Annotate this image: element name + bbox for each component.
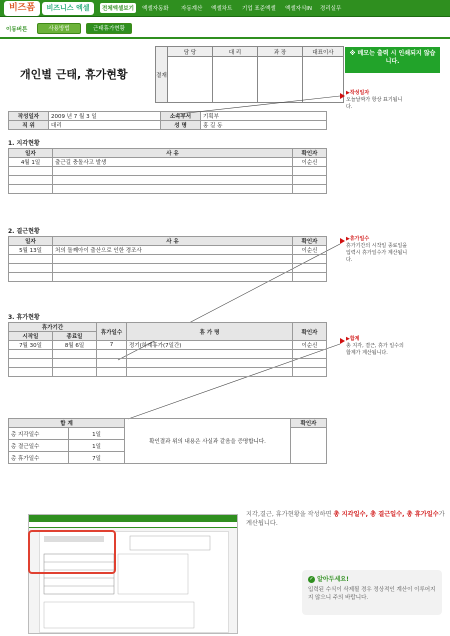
table-row — [9, 359, 327, 368]
memo-arrow-icon — [340, 338, 345, 344]
summary-value-absent: 1일 — [69, 440, 125, 452]
written-date-value[interactable]: 2009 년 7 월 3 일 — [49, 112, 161, 121]
absent-date-cell[interactable] — [9, 264, 53, 273]
table-row — [9, 176, 327, 185]
leave-head-start: 시작일 — [9, 332, 53, 341]
approval-side-label: 결재 — [156, 47, 168, 103]
leave-start-cell[interactable]: 7월 30일 — [9, 341, 53, 350]
summary-confirmer-cell[interactable] — [291, 428, 327, 464]
absent-date-cell[interactable] — [9, 255, 53, 264]
table-row — [9, 185, 327, 194]
late-reason-cell[interactable] — [53, 176, 293, 185]
memo-text: 총 지각, 결근, 휴가 일수의 합계가 계산됩니다. — [346, 343, 404, 356]
late-reason-cell[interactable] — [53, 167, 293, 176]
table-row — [9, 167, 327, 176]
summary-table — [8, 418, 327, 464]
tip-box — [302, 570, 442, 615]
leave-start-cell[interactable] — [9, 359, 53, 368]
summary-label-leave: 총 휴가일수 — [9, 452, 69, 464]
leave-head-end: 종료일 — [53, 332, 97, 341]
nav-item-accounting[interactable]: 경리실무 — [320, 6, 342, 12]
name-label: 성 명 — [161, 121, 201, 130]
table-row — [9, 246, 327, 255]
thumb-nav-bar — [29, 515, 237, 522]
nav-item-autocalc[interactable]: 자동계산 — [181, 6, 203, 12]
late-confirmer-cell[interactable] — [293, 167, 327, 176]
absent-reason-cell[interactable] — [53, 273, 293, 282]
absent-head-confirmer: 확인자 — [293, 237, 327, 246]
tip-text: 입력된 수식이 삭제될 경우 정상적인 계산이 이루어지지 않으니 주의 바랍니다. — [308, 587, 436, 602]
late-reason-cell[interactable] — [53, 185, 293, 194]
approval-head-staff: 담 당 — [168, 47, 213, 57]
leave-start-cell[interactable] — [9, 350, 53, 359]
absent-date-cell[interactable]: 5월 13일 — [9, 246, 53, 255]
dept-label: 소속부서 — [161, 112, 201, 121]
late-head-reason: 사 유 — [53, 149, 293, 158]
absent-table — [8, 236, 327, 282]
approval-head-ceo: 대표이사 — [303, 47, 344, 57]
absent-confirmer-cell[interactable] — [293, 273, 327, 282]
late-confirmer-cell[interactable] — [293, 176, 327, 185]
memo-title: ▶휴가일수 — [346, 236, 370, 242]
move-button-label: 이동버튼 — [6, 27, 28, 33]
summary-head-total: 합 계 — [9, 419, 125, 428]
tip-title-row — [308, 574, 436, 583]
guide-desc-text: 지각,결근, 휴가현황을 작성하면 — [246, 511, 334, 518]
guide-desc-highlight: 총 지각일수, 총 결근일수, 총 휴가일수 — [333, 511, 439, 518]
nav-item-all-excel[interactable]: 전체엑셀보기 — [100, 3, 136, 13]
memo-arrow-icon — [340, 238, 345, 244]
late-section-title: 1. 지각현황 — [8, 140, 40, 147]
late-head-confirmer: 확인자 — [293, 149, 327, 158]
absent-date-cell[interactable] — [9, 273, 53, 282]
leave-head-days: 휴가일수 — [97, 323, 127, 341]
summary-value-late: 1일 — [69, 428, 125, 440]
guide-desc-text-end: 가 계산됩니다. — [246, 511, 445, 528]
name-value[interactable]: 홍 길 동 — [201, 121, 327, 130]
table-row — [9, 368, 327, 377]
bizform-logo[interactable]: 비즈폼 — [4, 1, 40, 16]
late-date-cell[interactable] — [9, 167, 53, 176]
late-date-cell[interactable]: 4월 1일 — [9, 158, 53, 167]
summary-value-leave: 7일 — [69, 452, 125, 464]
leave-name-cell[interactable] — [127, 368, 293, 377]
memo-text: 휴가기간의 시작일 종료일을 입력시 휴가일수가 계산됩니다. — [346, 243, 408, 263]
leave-confirmer-cell[interactable]: 이순신 — [293, 341, 327, 350]
table-row — [9, 273, 327, 282]
absent-head-reason: 사 유 — [53, 237, 293, 246]
usage-button[interactable]: 사용방법 — [37, 23, 81, 34]
leave-head-period: 휴가기간 — [9, 323, 97, 332]
late-table — [8, 148, 327, 194]
attendance-button[interactable]: 근태휴가현황 — [86, 23, 132, 34]
document-title: 개인별 근태, 휴가현황 — [20, 68, 128, 81]
business-excel-logo[interactable]: 비즈니스 엑셀 — [42, 2, 94, 15]
approval-head-manager: 과 장 — [258, 47, 303, 57]
memo-title: ▶합계 — [346, 336, 360, 342]
leave-end-cell[interactable]: 8월 6일 — [53, 341, 97, 350]
absent-section-title: 2. 결근현황 — [8, 228, 40, 235]
summary-statement: 확인결과 위의 내용은 사실과 같음을 증명합니다. — [125, 419, 291, 464]
nav-item-knowledge[interactable]: 엑셀자식IN — [285, 6, 312, 12]
late-date-cell[interactable] — [9, 185, 53, 194]
absent-reason-cell[interactable] — [53, 264, 293, 273]
memo-text: 오늘날짜가 항상 표기됩니다. — [346, 97, 403, 110]
late-head-date: 일자 — [9, 149, 53, 158]
guide-description — [246, 510, 446, 529]
nav-item-automation[interactable]: 엑셀자동화 — [142, 6, 169, 12]
table-row — [9, 264, 327, 273]
leave-days-cell — [97, 368, 127, 377]
leave-table — [8, 322, 327, 377]
absent-confirmer-cell[interactable] — [293, 255, 327, 264]
memo-total — [346, 336, 408, 357]
late-date-cell[interactable] — [9, 176, 53, 185]
leave-head-name: 휴 가 명 — [127, 323, 293, 341]
absent-confirmer-cell[interactable] — [293, 264, 327, 273]
table-row — [9, 158, 327, 167]
leave-days-cell — [97, 350, 127, 359]
tip-title: 알아두세요! — [317, 576, 349, 583]
late-confirmer-cell[interactable]: 이순신 — [293, 158, 327, 167]
late-reason-cell[interactable]: 출근길 충돌사고 발생 — [53, 158, 293, 167]
leave-days-cell: 7 — [97, 341, 127, 350]
absent-reason-cell[interactable] — [53, 255, 293, 264]
nav-item-chart[interactable]: 엑셀차트 — [211, 6, 233, 12]
leave-name-cell[interactable]: 정기(하계휴가(7일간) — [127, 341, 293, 350]
highlight-box — [28, 530, 116, 574]
late-confirmer-cell[interactable] — [293, 185, 327, 194]
leave-end-cell[interactable] — [53, 368, 97, 377]
written-date-label: 작성일자 — [9, 112, 49, 121]
leave-confirmer-cell[interactable] — [293, 368, 327, 377]
table-row — [9, 350, 327, 359]
thumb-sub-bar — [29, 522, 237, 528]
leave-start-cell[interactable] — [9, 368, 53, 377]
nav-item-standard[interactable]: 기업 표준엑셀 — [242, 6, 276, 12]
position-value[interactable]: 대리 — [49, 121, 161, 130]
leave-days-cell — [97, 359, 127, 368]
summary-label-late: 총 지각일수 — [9, 428, 69, 440]
absent-head-date: 일자 — [9, 237, 53, 246]
leave-confirmer-cell[interactable] — [293, 350, 327, 359]
summary-label-absent: 총 결근일수 — [9, 440, 69, 452]
tip-check-icon: ✓ — [309, 576, 314, 582]
memo-title: ▶작성일자 — [346, 90, 370, 96]
leave-name-cell[interactable] — [127, 350, 293, 359]
leave-confirmer-cell[interactable] — [293, 359, 327, 368]
approval-head-assistant: 대 리 — [213, 47, 258, 57]
dept-value[interactable]: 기획부 — [201, 112, 327, 121]
absent-confirmer-cell[interactable]: 이순신 — [293, 246, 327, 255]
table-row — [9, 255, 327, 264]
position-label: 직 위 — [9, 121, 49, 130]
leave-section-title: 3. 휴가현황 — [8, 314, 40, 321]
print-notice: ※ 메모는 출력 시 인쇄되지 않습니다. — [345, 47, 440, 73]
memo-leave-days — [346, 236, 408, 264]
leave-head-confirmer: 확인자 — [293, 323, 327, 341]
absent-reason-cell[interactable]: 처의 돌째아이 출산으로 인한 경조사 — [53, 246, 293, 255]
leave-end-cell[interactable] — [53, 359, 97, 368]
leave-end-cell[interactable] — [53, 350, 97, 359]
table-row — [9, 341, 327, 350]
leave-name-cell[interactable] — [127, 359, 293, 368]
summary-head-confirmer: 확인자 — [291, 419, 327, 428]
